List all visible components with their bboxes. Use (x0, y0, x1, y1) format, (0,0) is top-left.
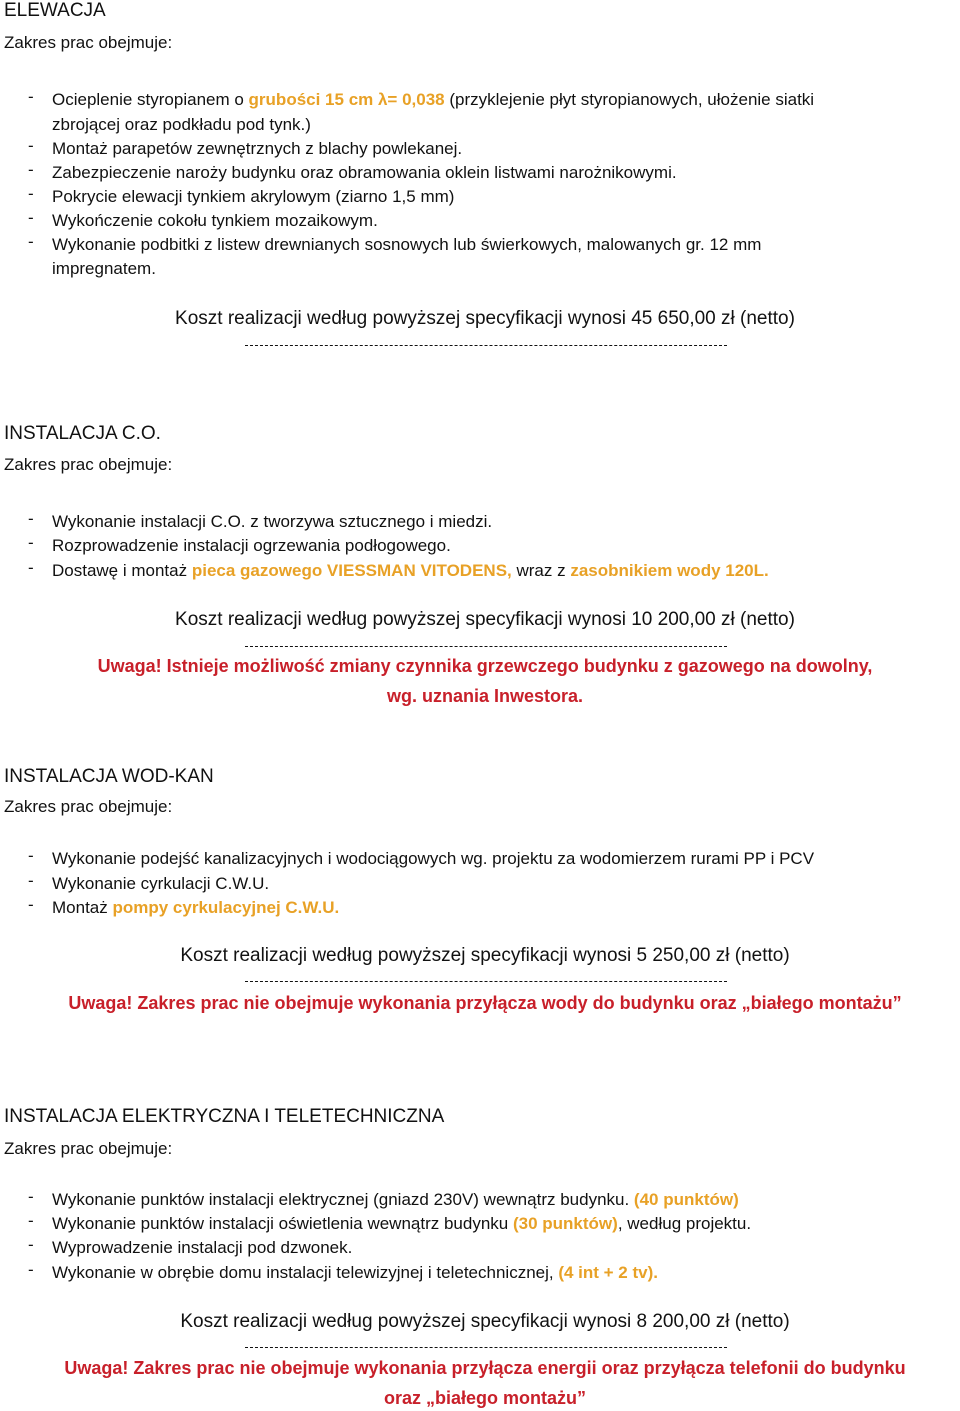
item-text: Wykonanie podbitki z listew drewnianych sosnowych lub świerkowych, malowanych gr. 12 mm (52, 235, 762, 254)
warning-text: oraz „białego montażu” (383, 1388, 587, 1408)
item-text: Wykonanie podejść kanalizacyjnych i wodociągowych wg. projektu za wodomierzem rurami PP i PCV (52, 849, 815, 868)
cost-line: Koszt realizacji według powyższej specyfikacji wynosi 8 200,00 zł (netto) (180, 1311, 790, 1332)
item-text: Ocieplenie styropianem o (52, 90, 249, 109)
warning-text: Uwaga! Istnieje możliwość zmiany czynnika grzewczego budynku z gazowego na dowolny, (97, 656, 873, 676)
dashed-rule (245, 345, 727, 346)
bullet-dash: - (28, 160, 34, 179)
highlight-text: zasobnikiem wody 120L. (570, 561, 769, 580)
item-text: wraz z (511, 561, 571, 580)
bullet-dash: - (28, 895, 34, 914)
bullet-dash: - (28, 208, 34, 227)
bullet-dash: - (28, 871, 34, 890)
bullet-dash: - (28, 136, 34, 155)
bullet-dash: - (28, 1211, 34, 1230)
scope-label: Zakres prac obejmuje: (4, 797, 173, 816)
item-text: Wykonanie punktów instalacji elektrycznej (gniazd 230V) wewnątrz budynku. (52, 1190, 634, 1209)
cost-line: Koszt realizacji według powyższej specyfikacji wynosi 45 650,00 zł (netto) (175, 308, 795, 329)
cost-line: Koszt realizacji według powyższej specyfikacji wynosi 10 200,00 zł (netto) (175, 609, 795, 630)
scope-label: Zakres prac obejmuje: (4, 1139, 173, 1158)
item-text: Rozprowadzenie instalacji ogrzewania podłogowego. (52, 536, 451, 555)
bullet-dash: - (28, 509, 34, 528)
item-text: Montaż parapetów zewnętrznych z blachy powlekanej. (52, 139, 463, 158)
highlight-text: (40 punktów) (633, 1190, 739, 1209)
item-text: Montaż (52, 898, 113, 917)
bullet-dash: - (28, 1235, 34, 1254)
dashed-rule (245, 646, 727, 647)
warning-text: Uwaga! Zakres prac nie obejmuje wykonania przyłącza wody do budynku oraz „białego montażu” (68, 993, 902, 1013)
item-text: Wykonanie cyrkulacji C.W.U. (52, 874, 270, 893)
highlight-text: pieca gazowego VIESSMAN VITODENS, (191, 561, 512, 580)
highlight-text: (4 int + 2 tv). (558, 1263, 658, 1282)
item-text: Wykończenie cokołu tynkiem mozaikowym. (52, 211, 378, 230)
item-text: Dostawę i montaż (52, 561, 192, 580)
bullet-dash: - (28, 558, 34, 577)
cost-line: Koszt realizacji według powyższej specyfikacji wynosi 5 250,00 zł (netto) (180, 945, 790, 966)
highlight-text: grubości 15 cm λ= 0,038 (248, 90, 445, 109)
scope-label: Zakres prac obejmuje: (4, 33, 173, 52)
item-text: Wykonanie instalacji C.O. z tworzywa sztucznego i miedzi. (52, 512, 493, 531)
section-title-elewacja: ELEWACJA (4, 0, 106, 21)
bullet-dash: - (28, 87, 34, 106)
dashed-rule (245, 981, 727, 982)
bullet-dash: - (28, 232, 34, 251)
item-text: (przyklejenie płyt styropianowych, ułożenie siatki (444, 90, 815, 109)
scope-label: Zakres prac obejmuje: (4, 455, 173, 474)
highlight-text: (30 punktów) (512, 1214, 618, 1233)
bullet-dash: - (28, 533, 34, 552)
item-text: , według projektu. (617, 1214, 752, 1233)
bullet-dash: - (28, 1260, 34, 1279)
bullet-dash: - (28, 1187, 34, 1206)
list-item-continuation: impregnatem. (52, 259, 156, 278)
bullet-dash: - (28, 846, 34, 865)
item-text: Wykonanie w obrębie domu instalacji telewizyjnej i teletechnicznej, (52, 1263, 559, 1282)
item-text: Wykonanie punktów instalacji oświetlenia wewnątrz budynku (52, 1214, 513, 1233)
warning-text: wg. uznania Inwestora. (386, 686, 584, 706)
bullet-dash: - (28, 184, 34, 203)
section-title-elektryczna: INSTALACJA ELEKTRYCZNA I TELETECHNICZNA (4, 1106, 445, 1127)
warning-text: Uwaga! Zakres prac nie obejmuje wykonania przyłącza energii oraz przyłącza telefonii do budynku (64, 1358, 906, 1378)
highlight-text: pompy cyrkulacyjnej C.W.U. (112, 898, 340, 917)
item-text: Zabezpieczenie naroży budynku oraz obramowania oklein listwami narożnikowymi. (52, 163, 677, 182)
section-title-co: INSTALACJA C.O. (4, 423, 161, 444)
item-text: Wyprowadzenie instalacji pod dzwonek. (52, 1238, 353, 1257)
list-item-continuation: zbrojącej oraz podkładu pod tynk.) (52, 115, 311, 134)
item-text: Pokrycie elewacji tynkiem akrylowym (ziarno 1,5 mm) (52, 187, 455, 206)
dashed-rule (245, 1347, 727, 1348)
section-title-wodkan: INSTALACJA WOD-KAN (4, 766, 214, 787)
